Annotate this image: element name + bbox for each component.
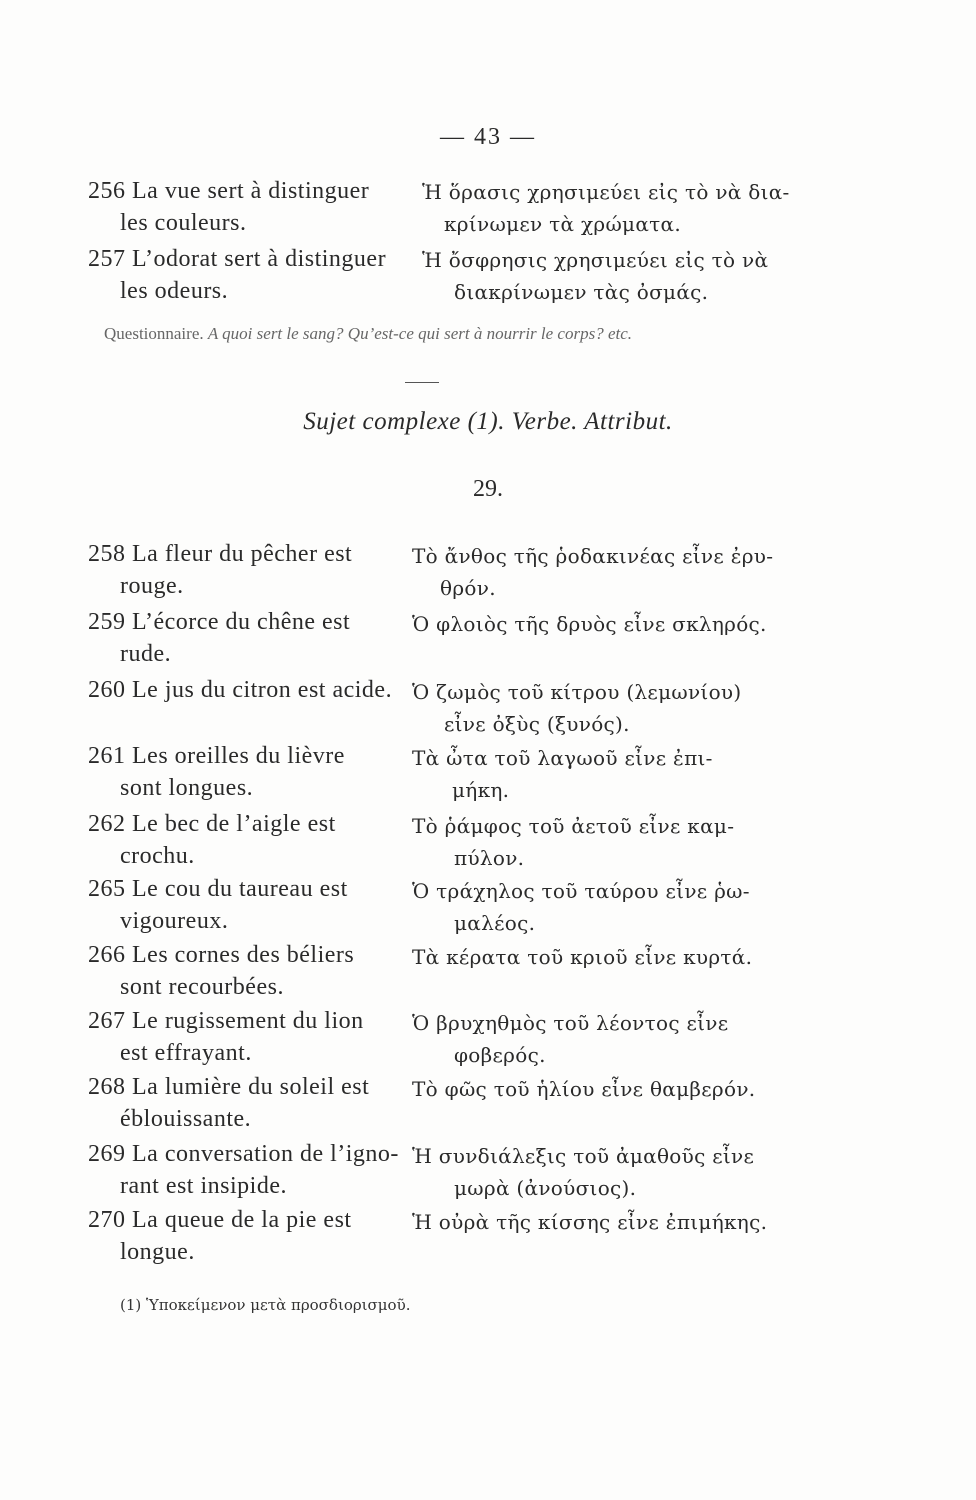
entry-256-gr-line-2: κρίνωμεν τὰ χρώματα. bbox=[444, 212, 681, 236]
entry-267-fr-line-1: 267 Le rugissement du lion bbox=[88, 1008, 364, 1034]
entry-269-gr-line-2: μωρὰ (ἀνούσιος). bbox=[454, 1176, 637, 1200]
entry-262-gr-line-2: πύλον. bbox=[454, 846, 525, 870]
entry-257-fr-line-1: 257 L’odorat sert à distinguer bbox=[88, 246, 387, 272]
page-number: — 43 — bbox=[440, 124, 536, 150]
entry-270-fr-line-2: longue. bbox=[120, 1239, 195, 1265]
entry-260-gr-line-1: Ὁ ζωμὸς τοῦ κίτρου (λεμωνίου) bbox=[412, 680, 742, 704]
entry-258-fr-line-1: 258 La fleur du pêcher est bbox=[88, 541, 353, 567]
entry-269-fr-line-2: rant est insipide. bbox=[120, 1173, 287, 1199]
entry-266-gr-line-1: Τὰ κέρατα τοῦ κριοῦ εἶνε κυρτά. bbox=[412, 945, 753, 969]
section-title: Sujet complexe (1). Verbe. Attribut. bbox=[303, 408, 673, 435]
entry-262-fr-line-2: crochu. bbox=[120, 843, 195, 869]
questionnaire bbox=[104, 324, 632, 344]
entry-257-gr-line-2: διακρίνωμεν τὰς ὀσμάς. bbox=[454, 280, 709, 304]
entry-256-fr-line-1: 256 La vue sert à distinguer bbox=[88, 178, 370, 204]
entry-257-gr-line-1: Ἡ ὄσφρησις χρησιμεύει εἰς τὸ νὰ bbox=[422, 248, 769, 272]
entry-268-gr-line-1: Τὸ φῶς τοῦ ἡλίου εἶνε θαμβερόν. bbox=[412, 1077, 756, 1101]
questionnaire-label: Questionnaire. bbox=[104, 324, 204, 343]
entry-270-fr-line-1: 270 La queue de la pie est bbox=[88, 1207, 352, 1233]
entry-259-fr-line-1: 259 L’écorce du chêne est bbox=[88, 609, 351, 635]
entry-265-gr-line-1: Ὁ τράχηλος τοῦ ταύρου εἶνε ῥω- bbox=[412, 879, 750, 903]
entry-257-fr-line-2: les odeurs. bbox=[120, 278, 229, 304]
entry-260-gr-line-2: εἶνε ὀξὺς (ξυνός). bbox=[444, 712, 630, 736]
entry-269-fr-line-1: 269 La conversation de l’igno- bbox=[88, 1141, 399, 1167]
footnote: (1) Ὑποκείμενον μετὰ προσδιορισμοῦ. bbox=[120, 1296, 411, 1314]
entry-266-fr-line-2: sont recourbées. bbox=[120, 974, 284, 1000]
entry-268-fr-line-1: 268 La lumière du soleil est bbox=[88, 1074, 370, 1100]
entry-256-fr-line-2: les couleurs. bbox=[120, 210, 247, 236]
entry-260-fr-line-1: 260 Le jus du citron est acide. bbox=[88, 677, 393, 703]
entry-258-gr-line-2: θρόν. bbox=[440, 576, 496, 600]
entry-261-gr-line-1: Τὰ ὦτα τοῦ λαγωοῦ εἶνε ἐπι- bbox=[412, 746, 713, 770]
entry-259-fr-line-2: rude. bbox=[120, 641, 172, 667]
entry-258-gr-line-1: Τὸ ἄνθος τῆς ῥοδακινέας εἶνε ἐρυ- bbox=[412, 544, 774, 568]
entry-269-gr-line-1: Ἡ συνδιάλεξις τοῦ ἀμαθοῦς εἶνε bbox=[412, 1144, 755, 1168]
entry-270-gr-line-1: Ἡ οὐρὰ τῆς κίσσης εἶνε ἐπιμήκης. bbox=[412, 1210, 768, 1234]
entry-262-fr-line-1: 262 Le bec de l’aigle est bbox=[88, 811, 336, 837]
entry-265-fr-line-1: 265 Le cou du taureau est bbox=[88, 876, 348, 902]
entry-261-gr-line-2: μήκη. bbox=[452, 778, 510, 802]
entry-258-fr-line-2: rouge. bbox=[120, 573, 184, 599]
entry-262-gr-line-1: Τὸ ῥάμφος τοῦ ἀετοῦ εἶνε καμ- bbox=[412, 814, 735, 838]
entry-266-fr-line-1: 266 Les cornes des béliers bbox=[88, 942, 355, 968]
entry-267-gr-line-2: φοβερός. bbox=[454, 1043, 546, 1067]
entry-267-fr-line-2: est effrayant. bbox=[120, 1040, 252, 1066]
section-divider bbox=[405, 382, 439, 383]
entry-265-fr-line-2: vigoureux. bbox=[120, 908, 229, 934]
lesson-number: 29. bbox=[473, 476, 503, 502]
entry-261-fr-line-2: sont longues. bbox=[120, 775, 254, 801]
entry-259-gr-line-1: Ὁ φλοιὸς τῆς δρυὸς εἶνε σκληρός. bbox=[412, 612, 767, 636]
entry-267-gr-line-1: Ὁ βρυχηθμὸς τοῦ λέοντος εἶνε bbox=[412, 1011, 729, 1035]
questionnaire-text: A quoi sert le sang? Qu’est-ce qui sert à nourrir le corps? etc. bbox=[207, 324, 633, 343]
entry-261-fr-line-1: 261 Les oreilles du lièvre bbox=[88, 743, 345, 769]
entry-268-fr-line-2: éblouissante. bbox=[120, 1106, 252, 1132]
entry-256-gr-line-1: Ἡ ὅρασις χρησιμεύει εἰς τὸ νὰ δια- bbox=[422, 180, 790, 204]
entry-265-gr-line-2: μαλέος. bbox=[454, 911, 536, 935]
